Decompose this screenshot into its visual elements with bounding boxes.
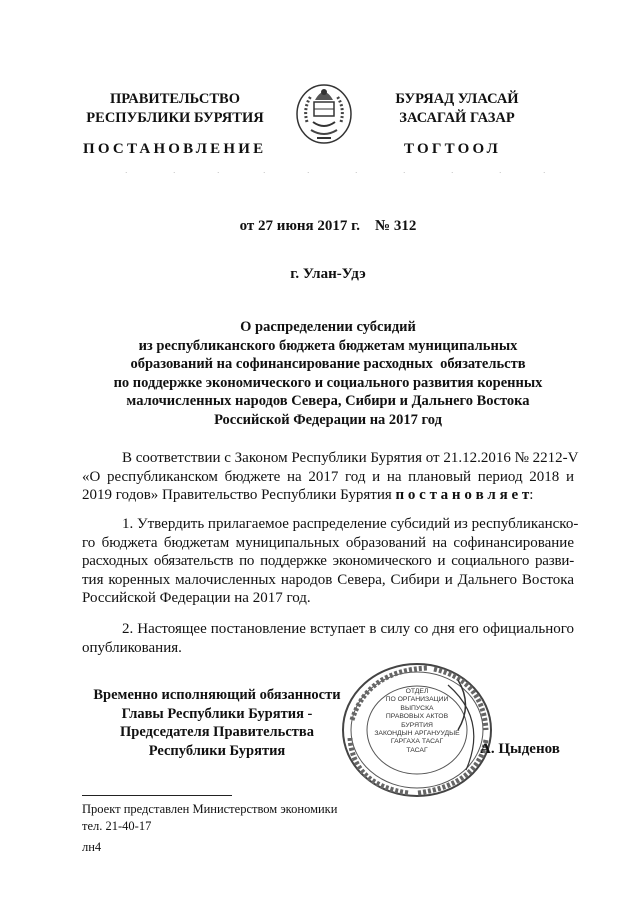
stamp-text	[372, 688, 462, 755]
header-dotted-rule: · · · · · · · · · ·	[125, 169, 546, 177]
item-2-line-2: опубликования.	[82, 639, 182, 656]
official-stamp	[338, 660, 496, 800]
preamble-line-3	[82, 486, 574, 505]
title-line-5: малочисленных народов Севера, Сибири и Дальнего Востока	[126, 393, 530, 409]
item-1-line-1: 1. Утвердить прилагаемое распределение субсидий из республиканско-	[122, 516, 579, 532]
preamble-paragraph	[82, 449, 579, 505]
title-line-6: Российской Федерации на 2017 год	[214, 411, 442, 428]
stamp-line-7: ГАРГАХА ТАСАГ	[390, 738, 444, 746]
header-left-line-1: ПРАВИТЕЛЬСТВО	[110, 91, 240, 107]
header-right-line-1: БУРЯАД УЛАСАЙ	[395, 91, 519, 107]
item-2-line-1: 2. Настоящее постановление вступает в силу со дня его официального	[122, 621, 574, 637]
item-2-paragraph	[82, 620, 574, 657]
doc-type-left: ПОСТАНОВЛЕНИЕ	[83, 141, 267, 157]
footer-rule	[82, 795, 232, 796]
stamp-line-4: ПРАВОВЫХ АКТОВ	[385, 713, 449, 721]
doc-type-right: ТОГТООЛ	[404, 141, 501, 157]
preamble-line-2: «О республиканском бюджете на 2017 год и на плановый период 2018 и	[82, 468, 574, 485]
coat-of-arms-icon	[293, 78, 355, 146]
stamp-line-5: БУРЯТИЯ	[401, 721, 433, 729]
position-line-3: Председателя Правительства	[120, 724, 314, 740]
signatory-position	[82, 686, 352, 760]
preamble-line-3-text: 2019 годов» Правительство Республики Бурятия	[82, 487, 396, 503]
stamp-line-3: ВЫПУСКА	[400, 704, 434, 712]
stamp-line-2: ПО ОРГАНИЗАЦИИ	[385, 696, 449, 704]
preamble-decree-word: п о с т а н о в л я е т	[395, 487, 530, 503]
item-1-line-5: Российской Федерации на 2017 год.	[82, 590, 311, 606]
date-and-number: от 27 июня 2017 г. № 312	[239, 218, 417, 234]
city: г. Улан-Удэ	[290, 266, 366, 282]
title-line-2: из республиканского бюджета бюджетам муниципальных	[138, 337, 518, 354]
title-line-1: О распределении субсидий	[240, 319, 416, 335]
position-line-2: Главы Республики Бурятия -	[121, 705, 313, 722]
title-line-3: образований на софинансирование расходных обязательств	[130, 356, 526, 372]
stamp-line-6: ЗАКОНДЫН АРГАНУУДЫЕ	[374, 730, 460, 738]
header-right	[377, 90, 537, 128]
header-left-line-2: РЕСПУБЛИКИ БУРЯТИЯ	[86, 110, 264, 126]
stamp-line-1: ОТДЕЛ	[405, 688, 429, 695]
footer-project-line: Проект представлен Министерством экономики	[82, 802, 338, 816]
signatory-name: А. Цыденов	[480, 741, 560, 757]
resolution-title	[80, 318, 576, 429]
header-left	[85, 90, 265, 128]
preamble-line-1: В соответствии с Законом Республики Бурятия от 21.12.2016 № 2212-V	[122, 450, 579, 466]
stamp-line-8: ТАСАГ	[406, 746, 428, 754]
footer-code: лн4	[82, 840, 102, 854]
position-line-4: Республики Бурятия	[148, 742, 286, 759]
item-1-line-3: расходных обязательств по поддержке экономического и социального разви-	[82, 553, 574, 569]
position-line-1: Временно исполняющий обязанности	[93, 687, 341, 703]
item-1-paragraph	[82, 515, 579, 608]
title-line-4: по поддержке экономического и социального развития коренных	[113, 374, 543, 391]
item-1-line-4: тия коренных малочисленных народов Севера, Сибири и Дальнего Востока	[82, 571, 574, 588]
item-1-line-2: го бюджета бюджетам муниципальных образований на софинансирование	[82, 534, 574, 551]
preamble-colon: :	[529, 487, 534, 503]
footer-phone-line: тел. 21-40-17	[82, 819, 152, 833]
header-right-line-2: ЗАСАГАЙ ГАЗАР	[399, 110, 515, 126]
